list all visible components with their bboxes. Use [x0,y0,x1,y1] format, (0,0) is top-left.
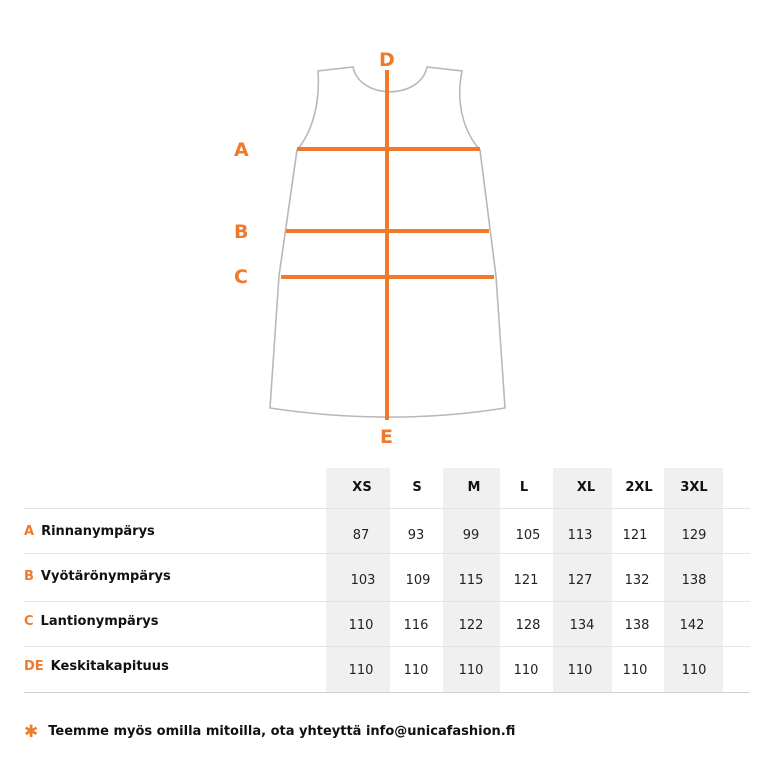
table-cell: 87 [352,528,370,543]
table-cell: 110 [348,663,374,678]
table-bottom-border [24,692,750,693]
table-cell: 110 [403,663,429,678]
row-name-c: Lantionympärys [40,614,159,629]
table-cell: 121 [622,528,648,543]
row-name-b: Vyötärönympärys [40,569,171,584]
row-label-a [24,524,155,539]
row-divider [24,508,750,509]
table-cell: 132 [624,573,650,588]
table-cell: 99 [462,528,480,543]
table-cell: 115 [458,573,484,588]
row-divider [24,601,750,602]
row-label-c [24,614,158,629]
table-cell: 110 [567,663,593,678]
row-key-b: B [24,569,34,584]
size-header-2xl: 2XL [625,480,653,495]
table-cell: 93 [407,528,425,543]
table-cell: 103 [350,573,376,588]
note-text: Teemme myös omilla mitoilla, ota yhteyttä info@unicafashion.fi [48,724,516,739]
table-cell: 110 [622,663,648,678]
table-cell: 121 [513,573,539,588]
table-cell: 127 [567,573,593,588]
table-cell: 142 [679,618,705,633]
table-cell: 109 [405,573,431,588]
size-header-xs: XS [352,480,372,495]
row-key-c: C [24,614,34,629]
row-name-de: Keskitakapituus [50,659,169,674]
row-key-a: A [24,524,35,539]
table-cell: 110 [458,663,484,678]
size-header-3xl: 3XL [680,480,708,495]
table-cell: 116 [403,618,429,633]
row-label-b [24,569,171,584]
label-e: E [380,426,393,448]
table-cell: 134 [569,618,595,633]
row-divider [24,646,750,647]
row-divider [24,553,750,554]
label-d: D [379,49,395,71]
size-header-l: L [519,480,529,495]
size-header-m: M [467,480,481,495]
asterisk-icon: ✱ [24,722,39,742]
size-header-xl: XL [576,480,596,495]
table-cell: 110 [348,618,374,633]
table-cell: 113 [567,528,593,543]
table-cell: 110 [513,663,539,678]
table-cell: 110 [681,663,707,678]
table-cell: 122 [458,618,484,633]
table-cell: 105 [515,528,541,543]
row-name-a: Rinnanympärys [41,524,155,539]
custom-size-note [24,722,515,742]
size-header-s: S [412,480,422,495]
table-cell: 128 [515,618,541,633]
label-b: B [234,221,249,243]
label-a: A [234,139,249,161]
table-cell: 138 [681,573,707,588]
row-label-de [24,659,169,674]
table-cell: 138 [624,618,650,633]
label-c: C [234,266,248,288]
row-key-de: DE [24,659,44,674]
table-cell: 129 [681,528,707,543]
